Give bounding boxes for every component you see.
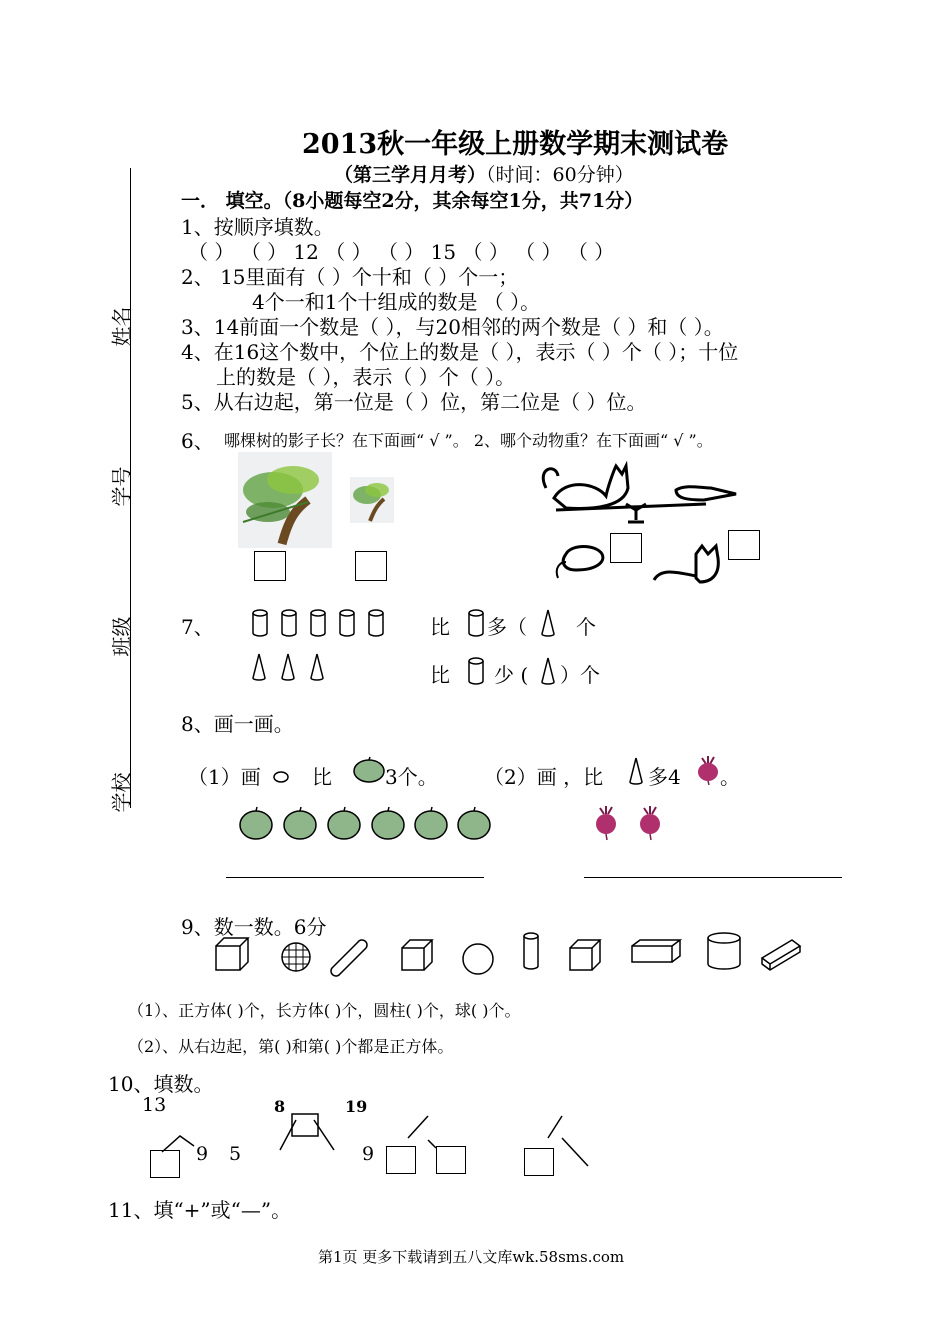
q10-number-19: 19 (345, 1097, 368, 1116)
cylinder-icon (466, 656, 486, 686)
cone-icon (538, 656, 558, 686)
q10-answer-box-2[interactable] (386, 1146, 416, 1174)
small-tree-image (350, 477, 394, 523)
q10-number-9b: 9 (362, 1143, 375, 1165)
q8-title: 8、画一画。 (181, 712, 294, 736)
q5: 5、从右边起，第一位是（ ）位，第二位是（ ）位。 (181, 390, 647, 414)
cylinder-icon (282, 610, 296, 636)
q11-title: 11、填“+”或“—”。 (108, 1198, 292, 1222)
q7-line1-more: 多（ (487, 615, 527, 639)
q8-part1-draw: （1）画 (188, 765, 261, 789)
radish-row (592, 804, 668, 842)
q10-number-9a: 9 (196, 1143, 209, 1165)
ball-icon (463, 944, 493, 974)
answer-box-rabbit[interactable] (610, 533, 642, 563)
apple-icon (240, 811, 272, 839)
q10-title: 10、填数。 (108, 1072, 214, 1096)
cylinder-icon (369, 610, 383, 636)
cube-icon (402, 940, 432, 970)
q8-part2-more: 多4 (648, 765, 681, 789)
side-label-school: 学校 (109, 772, 134, 813)
side-label-student-number: 学号 (109, 466, 134, 507)
q9-title: 9、数一数。6分 (181, 915, 327, 939)
q10-number-5: 5 (229, 1143, 242, 1165)
apple-icon (284, 811, 316, 839)
cone-icon (282, 654, 294, 680)
cylinder-icon (466, 608, 486, 638)
subtitle-bold: （第三学月月考） (334, 164, 487, 186)
apple-icon (328, 811, 360, 839)
q7-line2-unit: ）个 (560, 663, 600, 687)
small-circle-icon (272, 770, 290, 784)
q7-line1-compare: 比 (430, 615, 450, 639)
q2-line2: 4个一和1个十组成的数是 （ ）。 (252, 290, 541, 314)
q8-part2-end: 。 (720, 765, 740, 789)
drawing-line-right (584, 877, 842, 878)
q10-number-13: 13 (142, 1094, 167, 1116)
answer-box-cat[interactable] (728, 530, 760, 560)
cone-icon (311, 654, 323, 680)
cylinder-icon (708, 933, 740, 969)
subtitle (334, 160, 634, 187)
q7-line2-compare: 比 (430, 663, 450, 687)
q6-text: 哪棵树的影子长？在下面画“ √ ”。 2、哪个动物重？在下面画“ √ ”。 (224, 431, 713, 450)
subtitle-time: （时间：60分钟） (486, 164, 634, 186)
cylinder-icon (524, 933, 538, 969)
cube-icon (570, 940, 600, 970)
radish-icon (694, 754, 722, 786)
q4-line2: 上的数是（ ），表示（ ）个（ ）。 (216, 365, 516, 389)
apple-icon (415, 811, 447, 839)
page-title: 2013秋一年级上册数学期末测试卷 (302, 129, 729, 160)
shapes-row (212, 928, 804, 974)
q10-number-8: 8 (274, 1097, 286, 1116)
apple-icon (458, 811, 490, 839)
cylinder-icon (311, 610, 325, 636)
apple-icon (352, 757, 386, 783)
cuboid-icon (762, 940, 800, 970)
radish-icon (640, 806, 660, 840)
cylinder-icon (340, 610, 354, 636)
q8-part1-than: 比 (312, 765, 332, 789)
cone-row (250, 652, 330, 682)
apple-icon (372, 811, 404, 839)
q3: 3、14前面一个数是（ ），与20相邻的两个数是（ ）和（ ）。 (181, 315, 724, 339)
drawing-line-left (226, 877, 484, 878)
q10-answer-box-1[interactable] (150, 1150, 180, 1178)
q10-answer-box-3[interactable] (436, 1146, 466, 1174)
q7-number: 7、 (181, 615, 214, 639)
cylinder-icon (253, 610, 267, 636)
animal-balance-image (536, 458, 746, 590)
answer-box-big-tree[interactable] (254, 551, 286, 581)
big-tree-image (238, 452, 332, 548)
cone-icon (253, 654, 265, 680)
cylinder-icon (331, 940, 367, 976)
q2-line1: 2、 15里面有（ ）个十和（ ）个一； (181, 265, 519, 289)
cone-icon (626, 756, 646, 786)
apple-row (238, 806, 494, 842)
q7-line2-less: 少 ( (494, 663, 529, 687)
section-heading: 一． 填空。（8小题每空2分，其余每空1分，共71分） (181, 190, 644, 212)
ball-icon (282, 943, 310, 971)
radish-icon (596, 806, 616, 840)
cone-icon (538, 608, 558, 638)
q1-sequence: （ ） （ ） 12 （ ） （ ） 15 （ ） （ ） （ ） (188, 240, 615, 264)
cube-icon (216, 938, 248, 970)
side-label-name: 姓名 (109, 306, 134, 347)
q6-number: 6、 (181, 429, 214, 453)
q10-answer-box-4[interactable] (524, 1148, 554, 1176)
q8-part1-count: 3个。 (385, 765, 438, 789)
answer-box-small-tree[interactable] (355, 551, 387, 581)
q4-line1: 4、在16这个数中，个位上的数是（ ），表示（ ）个（ ）；十位 (181, 340, 739, 364)
q7-line1-unit: 个 (576, 615, 596, 639)
side-label-class: 班级 (109, 616, 134, 657)
q9-line2: （2）、从右边起，第( )和第( )个都是正方体。 (128, 1037, 454, 1056)
q1-title: 1、按顺序填数。 (181, 215, 334, 239)
cuboid-icon (632, 940, 680, 962)
page-footer: 第1页 更多下载请到五八文库wk.58sms.com (318, 1248, 625, 1266)
q9-line1: （1）、正方体( )个，长方体( )个，圆柱( )个，球( )个。 (128, 1001, 521, 1020)
cylinder-row (250, 608, 386, 638)
q8-part2-draw: （2）画 ，比 (484, 765, 604, 789)
